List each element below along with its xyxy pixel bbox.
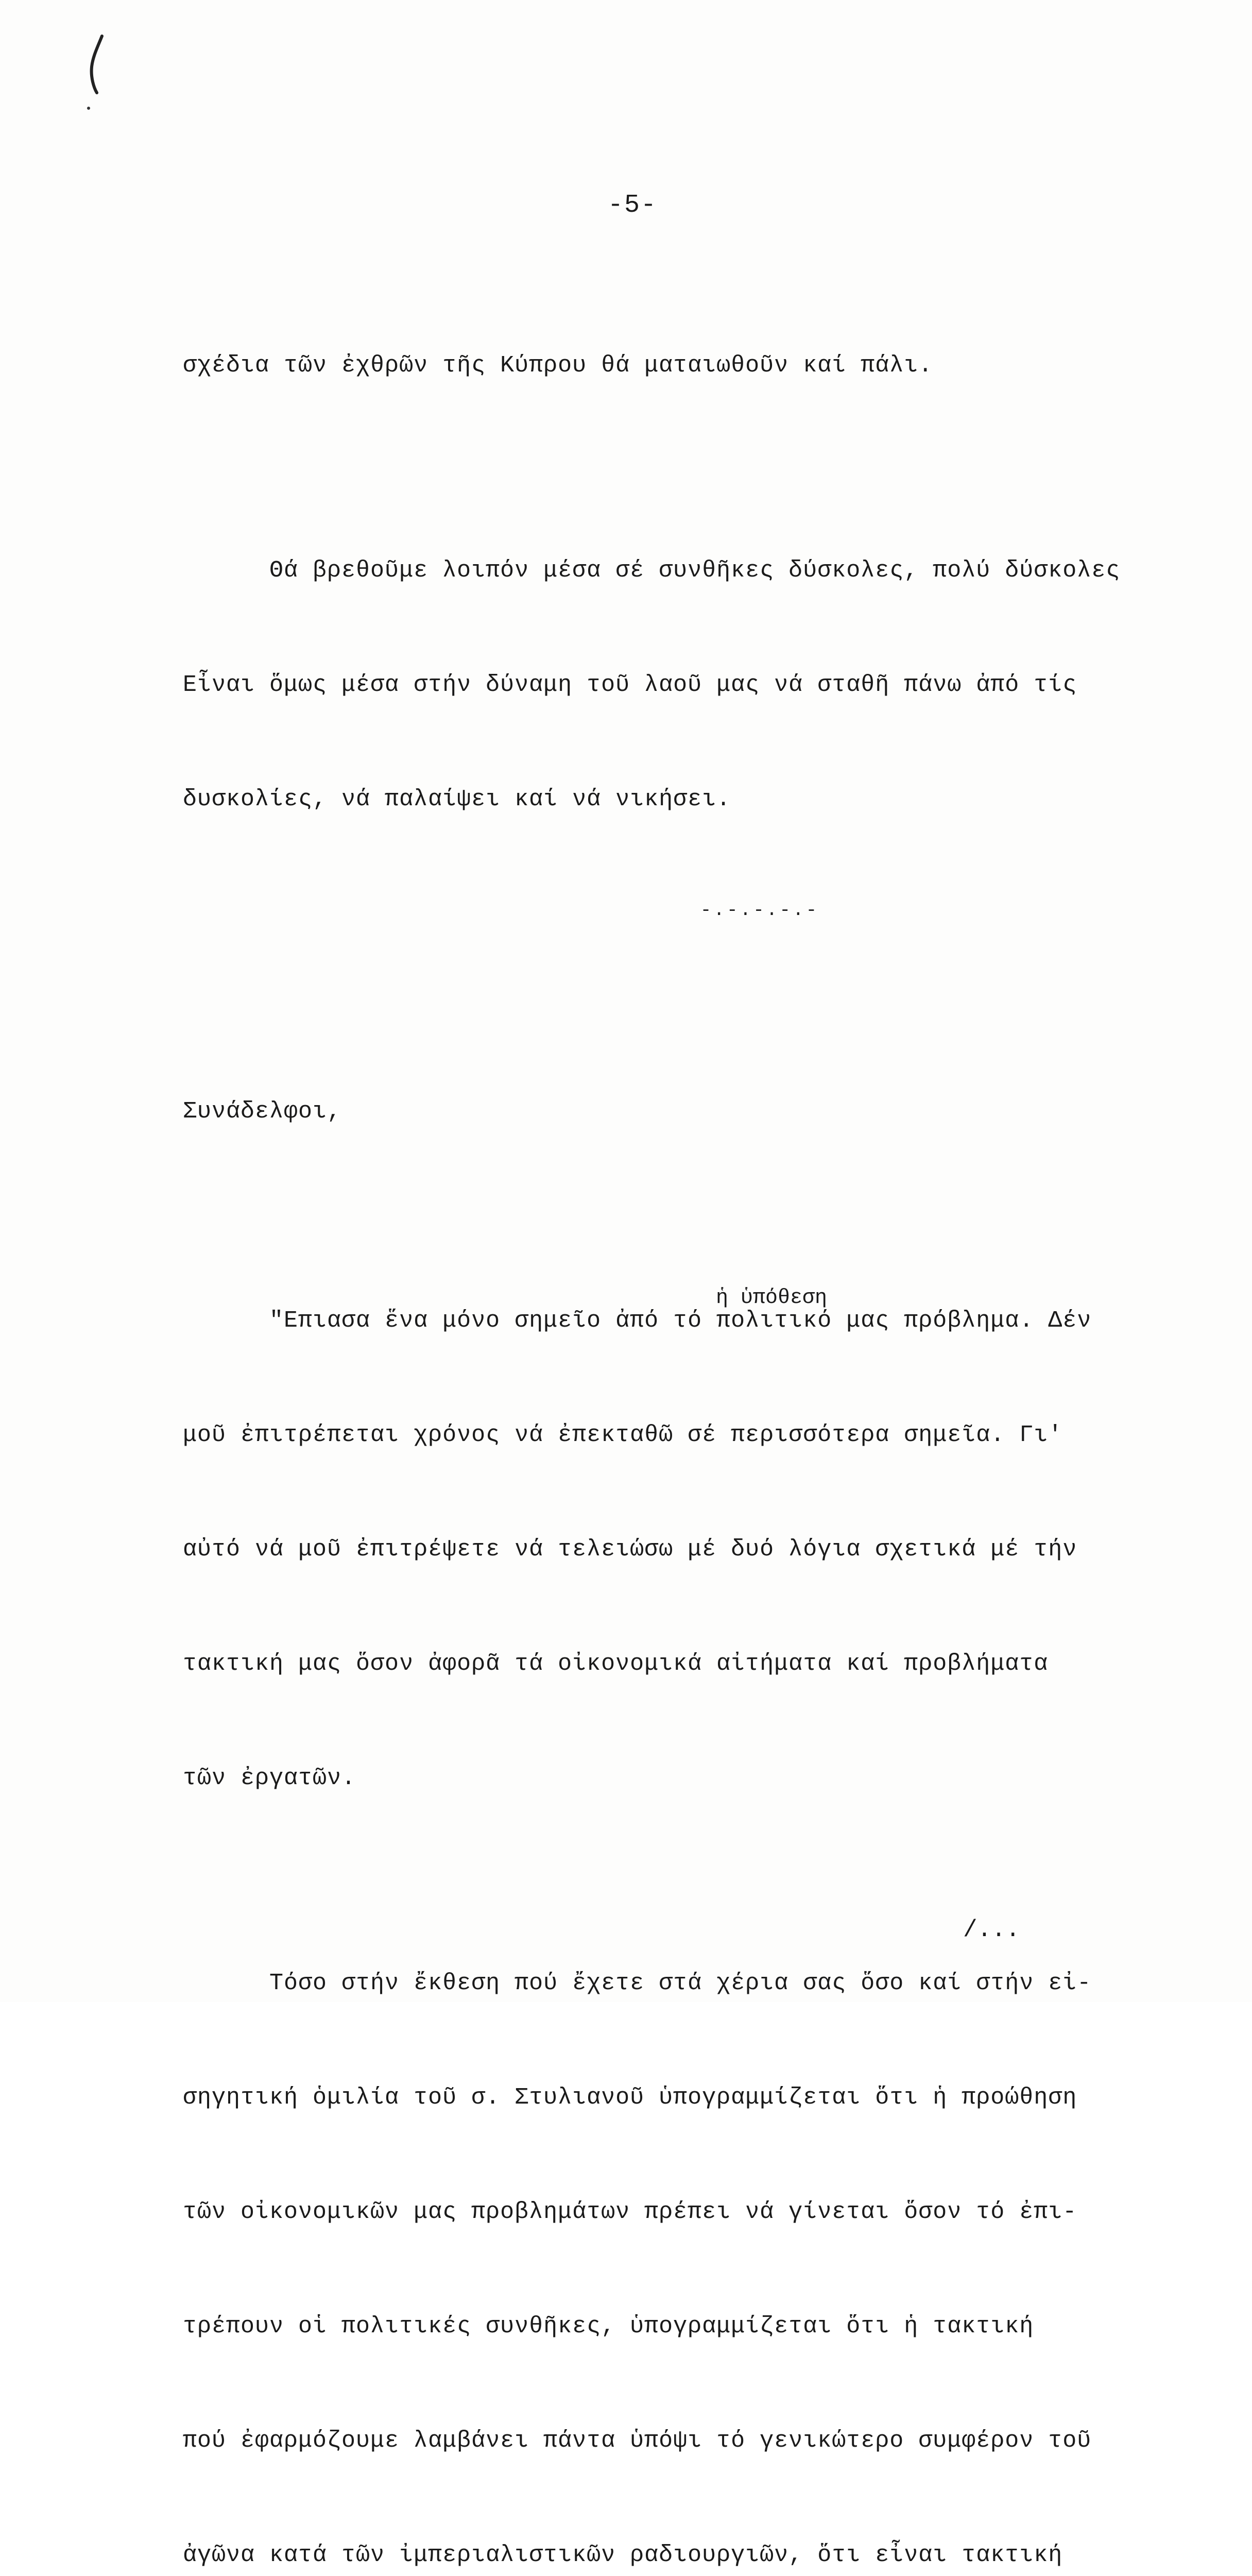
text-line: σχέδια τῶν ἐχθρῶν τῆς Κύπρου θά ματαιωθοῦν καί πάλι. — [183, 352, 933, 379]
salutation: Συνάδελφοι, — [183, 1098, 342, 1125]
text-line: δυσκολίες, νά παλαίψει καί νά νικήσει. — [183, 786, 731, 812]
body-text — [183, 270, 1203, 2576]
text-line: τακτική μας ὅσον ἀφορᾶ τά οἰκονομικά αἰτήματα καί προβλήματα — [183, 1651, 1049, 1677]
text-line: μοῦ ἐπιτρέπεται χρόνος νά ἐπεκταθῶ σέ περισσότερα σημεῖα. Γι' — [183, 1422, 1063, 1448]
text-line: "Επιασα ἕνα μόνο σημεῖο ἀπό τό πολιτικό μας πρόβλημα. Δέν — [183, 1308, 1092, 1334]
section-separator: -.-.-.-.- — [700, 900, 819, 921]
text-line: πού ἐφαρμόζουμε λαμβάνει πάντα ὑπόψι τό γενικώτερο συμφέρον τοῦ — [183, 2428, 1092, 2454]
text-line: αὐτό νά μοῦ ἐπιτρέψετε νά τελειώσω μέ δυό λόγια σχετικά μέ τήν — [183, 1536, 1077, 1563]
text-line: Τόσο στήν ἔκθεση πού ἔχετε στά χέρια σας ὅσο καί στήν εἰ- — [183, 1970, 1092, 1996]
handwritten-mark — [77, 31, 113, 113]
continuation-mark: /... — [963, 1917, 1020, 1943]
text-line: τῶν ἐργατῶν. — [183, 1765, 356, 1791]
text-line: Θά βρεθοῦμε λοιπόν μέσα σέ συνθῆκες δύσκολες, πολύ δύσκολες — [183, 557, 1121, 584]
interlinear-insertion: ἡ ὑπόθεση — [716, 1286, 828, 1310]
page-number: -5- — [608, 191, 658, 220]
text-line: Εἶναι ὅμως μέσα στήν δύναμη τοῦ λαοῦ μας νά σταθῆ πάνω ἀπό τίς — [183, 672, 1077, 698]
text-line: τῶν οἰκονομικῶν μας προβλημάτων πρέπει νά γίνεται ὅσον τό ἐπι- — [183, 2199, 1077, 2225]
text-line: σηγητική ὁμιλία τοῦ σ. Στυλιανοῦ ὑπογραμμίζεται ὅτι ἡ προώθηση — [183, 2084, 1077, 2111]
text-line: ἀγῶνα κατά τῶν ἰμπεριαλιστικῶν ραδιουργιῶν, ὅτι εἶναι τακτική — [183, 2542, 1063, 2568]
text-line: τρέπουν οἱ πολιτικές συνθῆκες, ὑπογραμμίζεται ὅτι ἡ τακτική — [183, 2313, 1034, 2340]
